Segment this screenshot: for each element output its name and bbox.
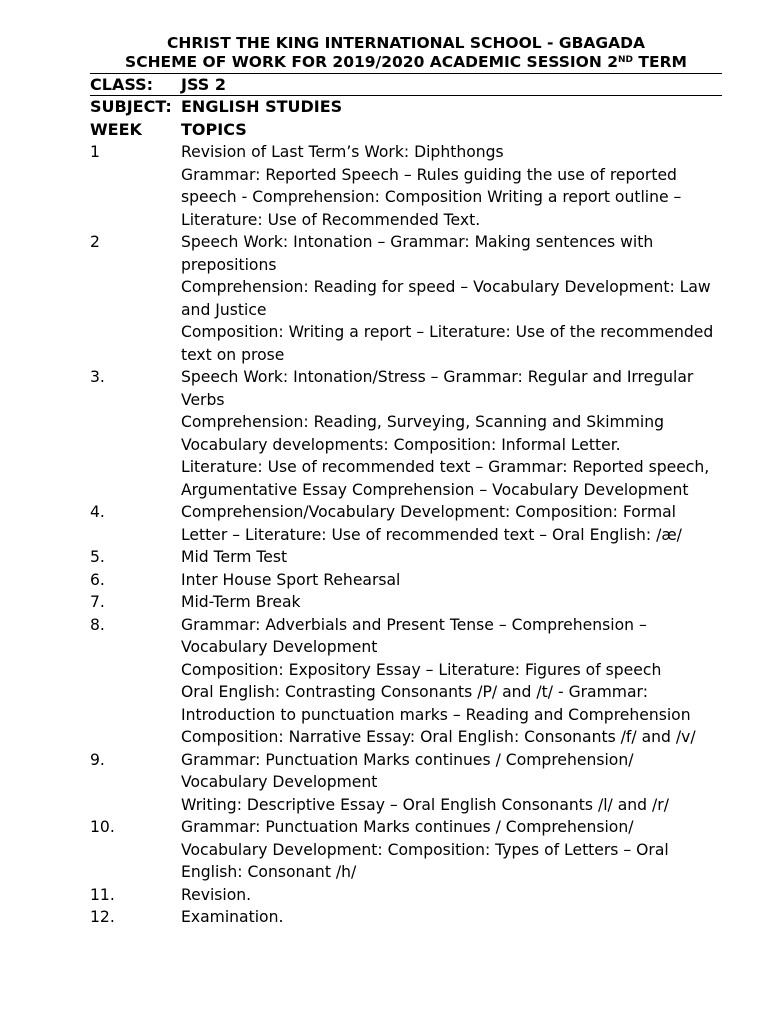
week-number: 11. (90, 885, 115, 904)
week-number: 10. (90, 818, 115, 836)
topic-line: Comprehension: Reading, Surveying, Scanning and Skimming (181, 413, 665, 431)
week-topics (181, 749, 722, 817)
week-number: 3. (90, 368, 105, 386)
week-number: 5. (90, 548, 105, 566)
topic-line: Grammar: Punctuation Marks continues / Comprehension/ Vocabulary Development: Composition: Types of Letters – Oral English: Consonant /h/ (181, 818, 669, 881)
week-topics (181, 141, 722, 231)
topic-line: Literature: Use of recommended text – Grammar: Reported speech, Argumentative Essay Comprehension – Vocabulary Development (181, 458, 710, 499)
topic-line: Grammar: Punctuation Marks continues / Comprehension/ Vocabulary Development (181, 750, 634, 791)
week-row (90, 366, 722, 501)
week-row (90, 884, 722, 907)
topic-line: Revision. (181, 885, 252, 904)
week-topics (181, 501, 722, 546)
topic-line: Composition: Narrative Essay: Oral English: Consonants /f/ and /v/ (181, 728, 696, 746)
subject-label: SUBJECT: (90, 97, 172, 116)
week-number: 6. (90, 570, 105, 589)
week-topics (181, 614, 722, 749)
week-number: 8. (90, 615, 105, 634)
week-row (90, 614, 722, 749)
week-row (90, 816, 722, 884)
week-row (90, 906, 722, 929)
week-row (90, 749, 722, 817)
week-topics (181, 816, 722, 884)
week-topics (181, 231, 722, 366)
school-title: CHRIST THE KING INTERNATIONAL SCHOOL - GBAGADA (166, 34, 646, 52)
topic-line: Writing: Descriptive Essay – Oral English Consonants /l/ and /r/ (181, 795, 669, 814)
topics-header: TOPICS (181, 119, 247, 139)
topic-line: Composition: Expository Essay – Literature: Figures of speech (181, 660, 662, 679)
week-row (90, 231, 722, 366)
week-number: 1 (90, 143, 100, 161)
topic-line: Speech Work: Intonation/Stress – Grammar: Regular and Irregular Verbs (181, 368, 694, 409)
week-number: 7. (90, 593, 105, 611)
topic-line: Oral English: Contrasting Consonants /P/ and /t/ - Grammar: Introduction to punctuation marks – Reading and Comprehension (181, 683, 691, 724)
week-number: 12. (90, 908, 115, 926)
week-header: WEEK (90, 119, 142, 139)
document (90, 34, 722, 929)
topic-line: Inter House Sport Rehearsal (181, 570, 401, 589)
week-number: 4. (90, 503, 105, 521)
week-topics (181, 906, 722, 929)
topic-line: Grammar: Adverbials and Present Tense – Comprehension – Vocabulary Development (181, 615, 647, 656)
week-topics (181, 591, 722, 614)
scheme-title-superscript: ND (618, 55, 634, 65)
topic-line: Comprehension/Vocabulary Development: Composition: Formal Letter – Literature: Use of recommended text – Oral English: /æ/ (181, 503, 682, 544)
week-topics (181, 884, 722, 907)
week-number: 2 (90, 233, 100, 251)
week-row (90, 546, 722, 569)
week-row (90, 569, 722, 592)
week-topics (181, 546, 722, 569)
scheme-title-suffix: TERM (633, 53, 687, 71)
week-row (90, 591, 722, 614)
weeks-list (90, 141, 722, 929)
week-topics (181, 569, 722, 592)
topic-line: Revision of Last Term’s Work: Diphthongs (181, 143, 504, 161)
week-topics (181, 366, 722, 501)
subject-value: ENGLISH STUDIES (181, 97, 343, 116)
topic-line: Mid-Term Break (181, 593, 301, 611)
topic-line: Speech Work: Intonation – Grammar: Making sentences with prepositions (181, 233, 654, 274)
class-label: CLASS: (90, 75, 154, 94)
topic-line: Grammar: Reported Speech – Rules guiding the use of reported speech - Comprehension: Composition Writing a report outline – Literature: Use of Recommended Text. (181, 165, 682, 229)
topic-line: Composition: Writing a report – Literature: Use of the recommended text on prose (181, 323, 714, 364)
class-value: JSS 2 (181, 75, 226, 94)
topic-line: Mid Term Test (181, 548, 288, 566)
scheme-title-text: SCHEME OF WORK FOR 2019/2020 ACADEMIC SESSION 2 (125, 53, 619, 71)
week-row (90, 141, 722, 231)
class-row (90, 74, 722, 95)
scheme-title (90, 53, 722, 72)
topic-line: Vocabulary developments: Composition: Informal Letter. (181, 435, 621, 454)
subject-row (90, 96, 722, 119)
week-number: 9. (90, 750, 105, 769)
week-row (90, 501, 722, 546)
table-header (90, 119, 722, 142)
topic-line: Comprehension: Reading for speed – Vocabulary Development: Law and Justice (181, 278, 711, 319)
topic-line: Examination. (181, 908, 284, 926)
